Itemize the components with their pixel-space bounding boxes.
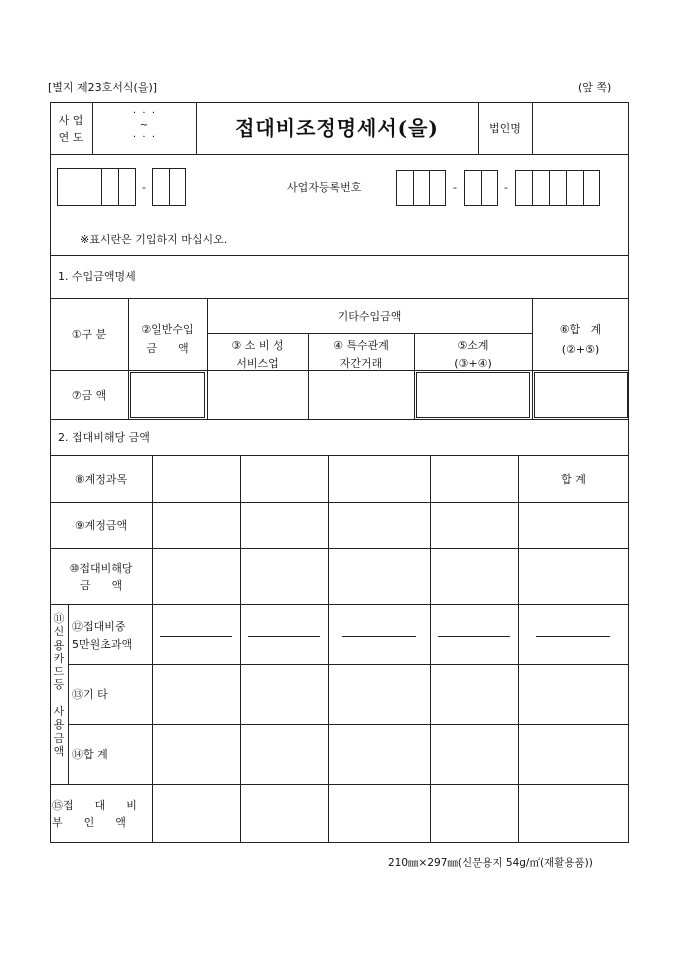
account-amount-total-cell[interactable] — [519, 503, 628, 548]
business-registration-part3[interactable] — [515, 170, 600, 206]
col-other-income: 기타수입금액 — [337, 310, 402, 323]
row-account-amount-label: ⑨계정금액 — [74, 519, 128, 532]
note-text: ※표시란은 기입하지 마십시오. — [80, 233, 228, 246]
business-registration-part1[interactable] — [396, 170, 446, 206]
row-amount-label: ⑦금 액 — [71, 389, 107, 402]
other-cell[interactable] — [329, 665, 430, 724]
denied-cell[interactable] — [241, 785, 328, 842]
denied-cell[interactable] — [329, 785, 430, 842]
management-number-digit[interactable] — [119, 169, 135, 205]
corp-name-label: 법인명 — [489, 122, 521, 135]
corp-name-field[interactable] — [533, 103, 628, 153]
management-number-digit[interactable] — [102, 169, 118, 205]
entertainment-amount-cell[interactable] — [431, 549, 518, 604]
denied-cell[interactable] — [153, 785, 240, 842]
over-50k-cell[interactable] — [153, 605, 240, 664]
denied-total-cell[interactable] — [519, 785, 628, 842]
other-cell[interactable] — [431, 665, 518, 724]
credit-card-group-label: ⑪ 신 용 카 드 등 사 용 금 액 — [53, 612, 65, 758]
over-50k-cell[interactable] — [431, 605, 518, 664]
row-sum-label: ⑭합 계 — [72, 748, 108, 761]
sum-total-cell[interactable] — [519, 725, 628, 784]
section1-heading: 1. 수입금액명세 — [58, 270, 136, 283]
row-account-label: ⑧계정과목 — [74, 473, 128, 486]
account-name-cell[interactable] — [153, 456, 240, 502]
business-period-field[interactable]: · · · ~ · · · — [132, 108, 156, 143]
other-cell[interactable] — [241, 665, 328, 724]
entertainment-amount-cell[interactable] — [241, 549, 328, 604]
general-income-amount[interactable] — [130, 372, 205, 418]
account-name-cell[interactable] — [329, 456, 430, 502]
business-year-label: 사 업 연 도 — [58, 114, 84, 144]
account-amount-cell[interactable] — [153, 503, 240, 548]
subtotal-amount[interactable] — [416, 372, 530, 418]
account-name-cell[interactable] — [241, 456, 328, 502]
sum-cell[interactable] — [153, 725, 240, 784]
account-amount-cell[interactable] — [241, 503, 328, 548]
business-registration-label: 사업자등록번호 — [287, 181, 362, 194]
consumer-service-amount[interactable] — [208, 371, 307, 418]
other-total-cell[interactable] — [519, 665, 628, 724]
related-party-amount[interactable] — [309, 371, 413, 418]
paper-spec: 210㎜×297㎜(신문용지 54g/㎡(재활용품)) — [388, 857, 593, 869]
entertainment-amount-total-cell[interactable] — [519, 549, 628, 604]
over-50k-total-cell[interactable] — [519, 605, 628, 664]
col-subtotal: ⑤소계 (③+④) — [454, 339, 492, 370]
col-related-party: ④ 특수관계 자간거래 — [333, 339, 389, 370]
form-title: 접대비조정명세서(을) — [235, 116, 439, 140]
over-50k-cell[interactable] — [241, 605, 328, 664]
account-total-label: 합 계 — [561, 473, 586, 486]
sum-cell[interactable] — [241, 725, 328, 784]
other-cell[interactable] — [153, 665, 240, 724]
col-total: ⑥합 계 (②+⑤) — [559, 323, 602, 356]
row-other-label: ⑬기 타 — [72, 688, 108, 701]
col-category: ①구 분 — [71, 328, 107, 341]
page-side-label: (앞 쪽) — [578, 81, 612, 94]
account-amount-cell[interactable] — [431, 503, 518, 548]
entertainment-amount-cell[interactable] — [329, 549, 430, 604]
row-over-50k-label: ⑫접대비중 5만원초과액 — [72, 620, 133, 651]
over-50k-cell[interactable] — [329, 605, 430, 664]
denied-cell[interactable] — [431, 785, 518, 842]
account-name-cell[interactable] — [431, 456, 518, 502]
account-amount-cell[interactable] — [329, 503, 430, 548]
sum-cell[interactable] — [329, 725, 430, 784]
form-number-label: [별지 제23호서식(을)] — [48, 81, 158, 94]
row-entertainment-label: ⑩접대비해당 금 액 — [69, 562, 133, 592]
entertainment-amount-cell[interactable] — [153, 549, 240, 604]
row-denied-label: ⑮접 대 비 부 인 액 — [52, 799, 137, 829]
col-general-income: ②일반수입 금 액 — [141, 323, 194, 355]
section2-heading: 2. 접대비해당 금액 — [58, 431, 150, 444]
divider — [50, 154, 629, 155]
sum-cell[interactable] — [431, 725, 518, 784]
col-consumer-service: ③ 소 비 성 서비스업 — [231, 339, 284, 370]
total-amount[interactable] — [534, 372, 628, 418]
